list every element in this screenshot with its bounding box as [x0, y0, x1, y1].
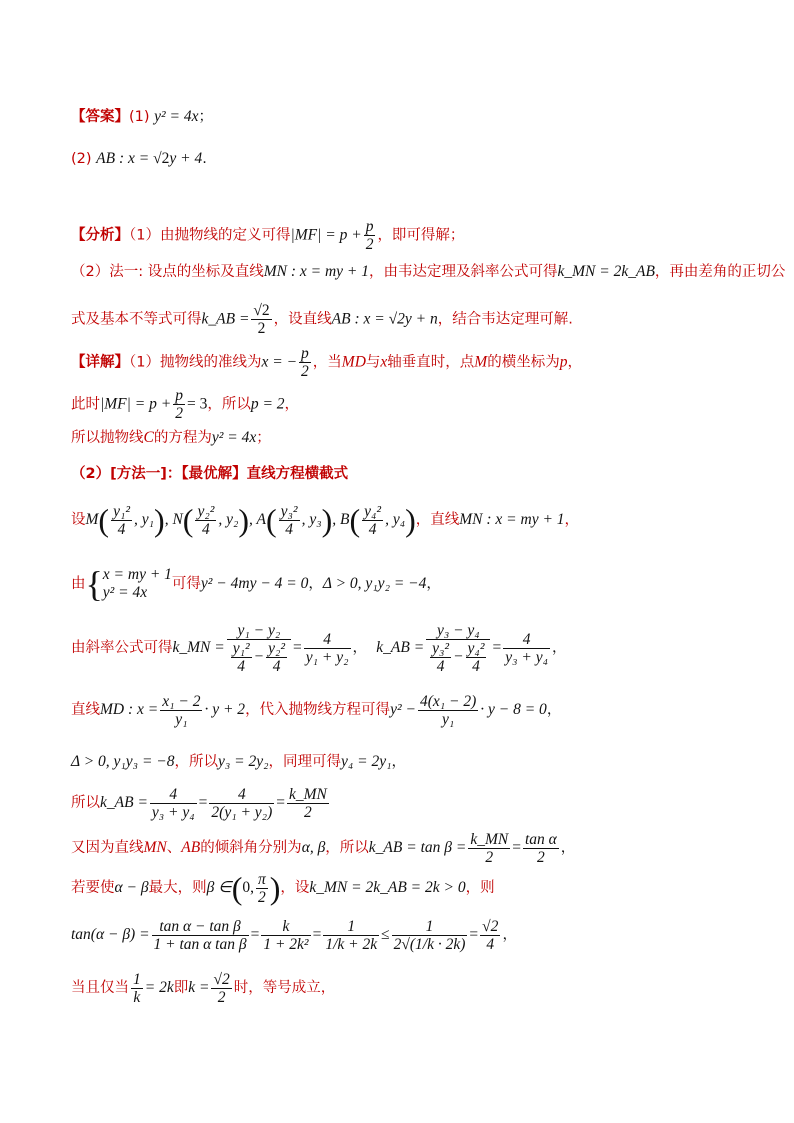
detail-l1-i: 的横坐标为 [487, 354, 560, 371]
analysis-l1-a: （1）由抛物线的定义可得 [129, 227, 291, 244]
detail-line-9 [71, 752, 406, 772]
detail-line-6 [71, 564, 441, 604]
frac-den: y₁ [175, 710, 188, 728]
frac-num: k_MN [288, 785, 327, 803]
detail-l12-e: ，设 [280, 880, 310, 896]
frac-num: 4 [304, 631, 351, 649]
detail-l11-c: 、 [166, 840, 182, 856]
detail-l6-c: y² − 4my − 4 = 0 [200, 575, 309, 592]
detail-l11-g: ，所以 [325, 840, 369, 856]
paren: ) [405, 502, 416, 538]
detail-l8-f: · y − 8 = 0 [480, 701, 547, 718]
frac-num: √2 [253, 302, 270, 319]
detail-l3-a: 所以抛物线 [71, 430, 144, 446]
detail-line-14 [71, 968, 335, 1008]
fraction [261, 918, 310, 953]
frac-den: 2 [485, 848, 494, 866]
frac-num: x₁ − 2 [162, 692, 201, 710]
frac-den: 4 [436, 657, 445, 675]
fraction [231, 640, 252, 675]
detail-l10-b: k_AB = [100, 794, 148, 811]
system-eq-1: x = my + 1 [102, 566, 172, 583]
detail-l11-d: AB [181, 839, 201, 856]
fraction [256, 871, 268, 906]
fraction [150, 786, 197, 821]
frac-den: 2 [175, 405, 183, 422]
detail-l7-a: 由斜率公式可得 [71, 640, 173, 656]
fraction [195, 503, 216, 538]
frac-num: y₁ − y₂ [227, 622, 291, 640]
paren: ( [231, 870, 243, 906]
analysis-line-3 [71, 302, 573, 337]
equals: = [276, 794, 285, 811]
analysis-l2-c: ，由韦达定理及斜率公式可得 [369, 264, 558, 280]
fraction [160, 693, 202, 728]
detail-l9-b: ，所以 [174, 754, 218, 770]
detail-l2-c: = 3 [186, 395, 208, 413]
frac-den: 2√(1/k · 2k) [393, 935, 466, 953]
fraction [523, 831, 559, 866]
analysis-l3-a: 式及基本不等式可得 [71, 311, 202, 328]
detail-line-12 [71, 868, 495, 908]
frac-num: 4 [150, 786, 197, 804]
fraction [279, 503, 300, 538]
frac-den: $\frac{\text{y₁²}}{4}$ − $\frac{\text{y₂²}}{4}$ [232, 639, 286, 675]
detail-l14-e: 时，等号成立， [233, 980, 336, 996]
detail-l11-e: 的倾斜角分别为 [200, 840, 302, 856]
analysis-l2-a: （2）法一: 设点的坐标及直线 [71, 264, 264, 280]
analysis-l2-b: MN : x = my + 1 [263, 263, 370, 280]
frac-num: π [257, 870, 266, 888]
detail-l6-a: 由 [71, 576, 86, 592]
fraction [266, 640, 287, 675]
frac-den: 4 [472, 657, 480, 675]
detail-l1-g: 轴垂直时，点 [387, 354, 475, 371]
fraction [466, 640, 487, 675]
k-mn-label: k_MN = [172, 639, 225, 656]
detail-l5-tail: ，直线 [415, 512, 460, 528]
detail-l3-d: y² = 4x [211, 429, 257, 446]
frac-den: y₃ + y₄ [505, 648, 548, 666]
answer-part-2-end: . [202, 151, 207, 167]
detail-l9-d: ，同理可得 [268, 754, 341, 770]
detail-line-4 [71, 464, 348, 484]
fraction [304, 631, 351, 666]
frac-den: $\frac{\text{y₃²}}{4}$ − $\frac{\text{y₄²}}{4}$ [432, 639, 485, 675]
detail-l12-f: k_MN = 2k_AB = 2k > 0 [309, 879, 466, 896]
detail-l1-c: ，当 [312, 354, 342, 371]
fraction [364, 218, 376, 253]
frac-num: √2 [213, 970, 230, 988]
detail-l9-e: y₄ = 2y₁ [340, 753, 392, 770]
frac-den: 1 + tan α tan β [153, 935, 247, 953]
frac-den: 2 [304, 803, 312, 821]
frac-den: y₁ [441, 710, 455, 728]
frac-den: 4 [368, 520, 377, 538]
less-equal: ≤ [381, 926, 390, 943]
frac-den: 2 [217, 988, 226, 1006]
detail-l5-b: MN : x = my + 1 [459, 511, 565, 528]
method-one-heading: （2）[方法一]：【最优解】直线方程横截式 [71, 466, 349, 482]
fraction [131, 971, 143, 1006]
coord: , y₃ [301, 511, 322, 528]
fraction [480, 918, 500, 953]
fraction [111, 503, 132, 538]
frac-num: 4 [209, 786, 274, 804]
equals: = [469, 926, 479, 943]
analysis-line-2 [71, 262, 785, 282]
answer-part-1-end: ； [198, 109, 214, 125]
frac-num: y₁² [113, 502, 130, 520]
detail-l2-b: |MF| = p + [100, 395, 172, 413]
detail-l14-b: = 2k [144, 979, 174, 996]
analysis-l2-d: k_MN = 2k_AB [557, 263, 655, 280]
frac-den: 2 [536, 848, 545, 866]
analysis-line-1 [71, 218, 464, 253]
frac-num: y₃² [432, 639, 450, 657]
fraction [211, 971, 231, 1006]
fraction [392, 918, 468, 953]
detail-l1-e: 与 [365, 354, 381, 371]
frac-num: p [365, 218, 374, 235]
detail-l13-a: tan(α − β) = [71, 926, 150, 943]
slope-fraction-ab [426, 622, 490, 675]
paren: ( [98, 502, 110, 538]
detail-l8-d: ，代入抛物线方程可得 [245, 702, 391, 718]
detail-l11-h: k_AB = tan β = [368, 839, 467, 856]
fraction [468, 831, 510, 866]
detail-l2-f: ， [284, 396, 300, 413]
frac-den: 4 [202, 520, 210, 538]
frac-den: 4 [272, 657, 281, 675]
detail-l9-c: y₃ = 2y₂ [217, 753, 269, 770]
point-b: , B [332, 511, 350, 528]
detail-l8-b: MD : x = [100, 701, 159, 718]
detail-l14-d: k = [188, 979, 210, 996]
detail-l3-b: C [143, 429, 154, 446]
detail-l12-a: 若要使 [71, 880, 115, 896]
equals: = [250, 926, 260, 943]
answer-label: 【答案】 [71, 109, 129, 125]
detail-l6-b: 可得 [171, 576, 201, 592]
detail-l10-a: 所以 [71, 795, 100, 811]
fraction [152, 918, 249, 953]
answer-part-2-eq-c: y + 4 [169, 150, 203, 167]
equals: = [312, 926, 322, 943]
frac-num: y₂² [268, 639, 286, 657]
frac-num: p [301, 345, 309, 362]
k-ab-label: k_AB = [376, 639, 425, 656]
frac-den: y₃ + y₄ [151, 803, 195, 821]
detail-l2-d: ，所以 [207, 396, 251, 413]
frac-den: 4 [486, 935, 495, 953]
detail-l14-a: 当且仅当 [71, 980, 129, 996]
analysis-l3-c: ，设直线 [273, 311, 332, 328]
detail-l2-e: p = 2 [250, 395, 285, 413]
point-m: M [85, 511, 99, 528]
detail-l11-a: 又因为直线 [71, 840, 144, 856]
frac-den: 4 [117, 520, 126, 538]
detail-line-5 [71, 502, 579, 538]
coord: , y₂ [218, 511, 239, 528]
detail-l6-d: ， [308, 576, 323, 592]
answer-part-2-num: (2) [71, 151, 92, 167]
frac-num: k_MN [470, 830, 509, 848]
detail-line-8 [71, 690, 561, 730]
frac-den: 2 [257, 320, 266, 337]
fraction [287, 786, 329, 821]
equation-system [103, 566, 172, 602]
frac-num: y₄² [467, 639, 485, 657]
answer-line-1 [71, 107, 213, 127]
equals: = [293, 639, 302, 656]
frac-den: 1/k + 2k [325, 935, 378, 953]
frac-num: √2 [482, 917, 499, 935]
frac-den: 4 [285, 520, 293, 538]
frac-num: k [261, 918, 310, 936]
point-a: , A [249, 511, 266, 528]
detail-l8-c: · y + 2 [204, 701, 246, 718]
detail-l8-e: y² − [390, 701, 416, 718]
answer-part-1-eq: y² = 4x [154, 108, 199, 125]
frac-num: y₃ − y₄ [426, 622, 490, 640]
paren: ) [238, 502, 250, 538]
detail-l7-c1: ， [352, 640, 368, 656]
analysis-label: 【分析】 [71, 227, 129, 244]
detail-l6-f: ， [426, 576, 441, 592]
detail-l12-c: 最大，则 [148, 880, 207, 896]
analysis-l3-b: k_AB = [201, 310, 250, 328]
detail-l3-e: ； [256, 430, 271, 446]
frac-den: 1 + 2k² [263, 935, 309, 953]
paren: ) [154, 502, 165, 538]
equals: = [198, 794, 208, 811]
analysis-l3-d: AB : x = √2y + n [331, 310, 438, 328]
detail-l7-c2: ， [551, 640, 567, 656]
brace: { [85, 564, 103, 604]
detail-line-2 [71, 387, 299, 422]
frac-den: 2 [365, 236, 374, 253]
detail-l11-b: MN [143, 839, 167, 856]
detail-l3-c: 的方程为 [153, 430, 212, 446]
detail-l1-j: p [559, 353, 568, 371]
frac-num: 1 [133, 970, 141, 988]
frac-num: y₁² [232, 639, 250, 657]
analysis-l2-e: ，再由差角的正切公 [654, 264, 786, 280]
answer-part-1-num: (1) [129, 109, 150, 125]
fraction [430, 640, 451, 675]
detail-line-10 [71, 784, 331, 822]
frac-den: 2 [257, 888, 266, 906]
fraction [251, 302, 271, 337]
frac-num: tan α [524, 830, 557, 848]
frac-num: y₂² [197, 502, 215, 520]
detail-l9-f: ， [391, 754, 406, 770]
detail-l8-g: ， [546, 702, 562, 718]
coord: , y₄ [385, 511, 406, 528]
detail-l11-i: ， [560, 840, 576, 856]
detail-l6-e: Δ > 0, y₁y₂ = −4 [322, 575, 427, 592]
zero: 0, [242, 879, 254, 896]
detail-line-13 [71, 910, 517, 960]
frac-num: y₃² [280, 502, 298, 520]
frac-num: 4 [503, 631, 550, 649]
slope-fraction-mn [227, 622, 291, 675]
detail-l1-h: M [474, 353, 488, 371]
detail-l1-a: （1）抛物线的准线为 [129, 354, 262, 371]
frac-num: tan α − tan β [152, 918, 249, 936]
fraction [209, 786, 274, 821]
coord: , y₁ [134, 511, 155, 528]
analysis-l1-c: ，即可得解； [377, 227, 465, 244]
paren: ) [269, 870, 281, 906]
paren: ) [321, 502, 333, 538]
fraction [173, 387, 185, 422]
analysis-l3-e: ，结合韦达定理可解. [437, 311, 573, 328]
detail-l2-a: 此时 [71, 396, 100, 413]
fraction [299, 345, 311, 380]
analysis-l1-b: |MF| = p + [290, 226, 362, 244]
detail-line-3 [71, 428, 271, 448]
detail-l13-b: ， [502, 927, 517, 943]
frac-num: 1 [323, 918, 379, 936]
detail-line-1 [71, 345, 582, 380]
detail-l1-b: x = − [261, 353, 298, 371]
detail-l1-k: ， [567, 354, 582, 371]
fraction [418, 693, 478, 728]
detail-l1-f: x [380, 353, 388, 371]
detail-l12-b: α − β [114, 879, 149, 896]
frac-num: y₄² [364, 502, 382, 520]
detail-l1-d: MD [341, 353, 366, 371]
equals: = [512, 839, 521, 856]
detail-line-7 [71, 620, 566, 676]
fraction [362, 503, 383, 538]
detail-l9-a: Δ > 0, y₁y₃ = −8 [71, 753, 175, 770]
point-n: , N [164, 511, 183, 528]
detail-l11-f: α, β [301, 839, 326, 856]
paren: ( [266, 502, 277, 538]
fraction [323, 918, 379, 953]
paren: ( [349, 502, 361, 538]
detail-l12-d: β ∈ [206, 879, 232, 896]
detail-l14-c: 即 [173, 980, 189, 996]
detail-line-11 [71, 829, 575, 867]
frac-num: 1 [392, 918, 468, 936]
detail-l12-g: ，则 [465, 880, 495, 896]
equals: = [492, 639, 502, 656]
frac-num: 4(x₁ − 2) [419, 692, 477, 710]
detail-label: 【详解】 [71, 354, 129, 371]
detail-l5-a: 设 [71, 512, 86, 528]
answer-part-2-eq-b: √2 [153, 150, 170, 167]
frac-den: 2 [301, 363, 309, 380]
answer-part-2-eq-a: AB : x = [96, 150, 154, 167]
frac-den: y₁ + y₂ [305, 648, 349, 666]
detail-l5-c: ， [564, 512, 580, 528]
frac-num: p [175, 387, 183, 404]
detail-l8-a: 直线 [71, 702, 100, 718]
system-eq-2: y² = 4x [102, 584, 148, 601]
fraction [503, 631, 550, 666]
frac-den: k [133, 988, 141, 1006]
answer-line-2 [71, 149, 207, 169]
frac-den: 4 [237, 657, 246, 675]
frac-den: 2(y₁ + y₂) [211, 803, 273, 821]
paren: ( [182, 502, 194, 538]
